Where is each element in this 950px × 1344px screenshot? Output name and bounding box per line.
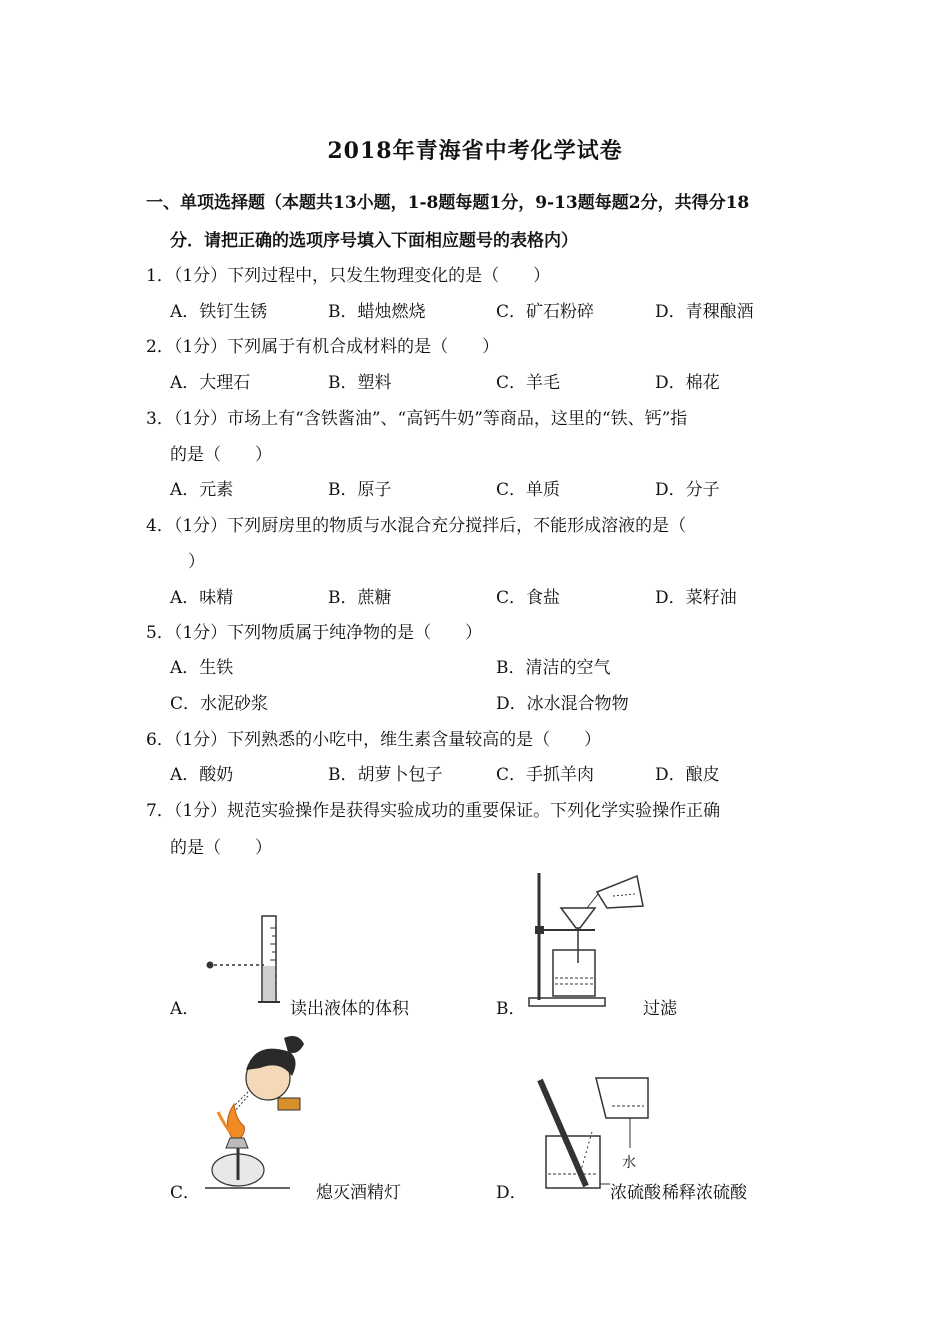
q1-option-c: C．矿石粉碎 — [496, 302, 595, 322]
q2-option-b: B．塑料 — [328, 373, 392, 393]
q6-option-d: D．酿皮 — [655, 765, 720, 785]
question-7-stem-line1: 7．（1分）规范实验操作是获得实验成功的重要保证。下列化学实验操作正确 — [146, 801, 721, 821]
question-5-stem: 5．（1分）下列物质属于纯净物的是（ ） — [146, 623, 483, 643]
question-7-stem-line2: 的是（ ） — [170, 838, 272, 858]
q7-option-b-letter: B． — [496, 999, 526, 1019]
q7-option-d-acid-label: 浓硫酸 — [610, 1183, 661, 1203]
q4-option-c: C．食盐 — [496, 588, 561, 608]
section-heading-line1: 一、单项选择题（本题共13小题，1-8题每题1分，9-13题每题2分，共得分18 — [146, 193, 750, 213]
filtration-apparatus-figure — [525, 868, 650, 1010]
q6-option-c: C．手抓羊肉 — [496, 765, 595, 785]
q5-option-a: A．生铁 — [170, 658, 234, 678]
alcohol-lamp-figure — [200, 1030, 315, 1195]
section-heading-line2: 分．请把正确的选项序号填入下面相应题号的表格内） — [170, 231, 578, 251]
q7-option-b-caption: 过滤 — [643, 999, 677, 1019]
q3-option-d: D．分子 — [655, 480, 720, 500]
page-title: 2018年青海省中考化学试卷 — [327, 138, 623, 164]
q1-option-b: B．蜡烛燃烧 — [328, 302, 426, 322]
q7-option-c-letter: C． — [170, 1183, 201, 1203]
q2-option-c: C．羊毛 — [496, 373, 561, 393]
q3-option-c: C．单质 — [496, 480, 561, 500]
q7-option-d-caption: 稀释浓硫酸 — [662, 1183, 747, 1203]
q1-option-a: A．铁钉生锈 — [170, 302, 268, 322]
q1-option-d: D．青稞酿酒 — [655, 302, 754, 322]
q6-option-a: A．酸奶 — [170, 765, 234, 785]
q5-option-d: D．冰水混合物物 — [496, 694, 629, 714]
question-3-stem-line1: 3．（1分）市场上有“含铁酱油”、“高钙牛奶”等商品，这里的“铁、钙”指 — [146, 409, 688, 429]
q3-option-b: B．原子 — [328, 480, 392, 500]
question-2-stem: 2．（1分）下列属于有机合成材料的是（ ） — [146, 337, 500, 357]
q2-option-a: A．大理石 — [170, 373, 251, 393]
q7-option-d-letter: D． — [496, 1183, 527, 1203]
q3-option-a: A．元素 — [170, 480, 234, 500]
question-6-stem: 6．（1分）下列熟悉的小吃中，维生素含量较高的是（ ） — [146, 730, 602, 750]
q7-option-d-water-label: 水 — [622, 1155, 636, 1171]
question-4-stem-line2: ） — [188, 552, 205, 572]
question-1-stem: 1．（1分）下列过程中，只发生物理变化的是（ ） — [146, 266, 551, 286]
q6-option-b: B．胡萝卜包子 — [328, 765, 443, 785]
q5-option-c: C．水泥砂浆 — [170, 694, 269, 714]
q4-option-d: D．菜籽油 — [655, 588, 737, 608]
q7-option-a-letter: A． — [170, 999, 200, 1019]
q4-option-b: B．蔗糖 — [328, 588, 392, 608]
graduated-cylinder-figure — [200, 908, 290, 1008]
question-4-stem-line1: 4．（1分）下列厨房里的物质与水混合充分搅拌后，不能形成溶液的是（ — [146, 516, 687, 536]
q5-option-b: B．清洁的空气 — [496, 658, 611, 678]
q2-option-d: D．棉花 — [655, 373, 720, 393]
q4-option-a: A．味精 — [170, 588, 234, 608]
q7-option-c-caption: 熄灭酒精灯 — [316, 1183, 401, 1203]
q7-option-a-caption: 读出液体的体积 — [290, 999, 409, 1019]
question-3-stem-line2: 的是（ ） — [170, 445, 272, 465]
